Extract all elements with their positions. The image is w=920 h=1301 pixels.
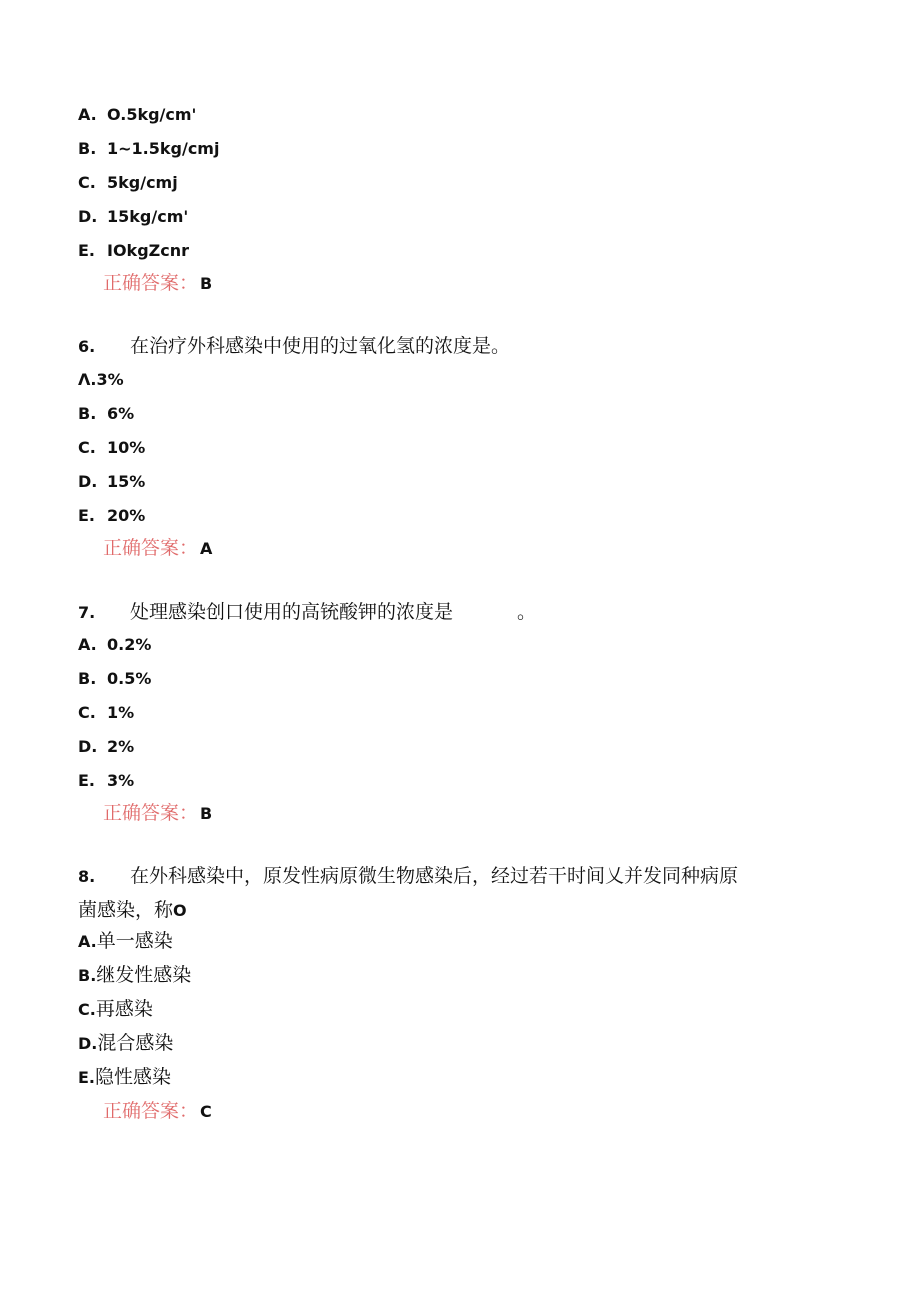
option-text: 继发性感染: [96, 964, 192, 986]
option-letter: D.: [78, 1034, 98, 1053]
q5-option-c: [78, 173, 178, 193]
question-text: 处理感染创口使用的高铳酸钾的浓度是: [130, 601, 454, 623]
q6-option-c: [78, 438, 145, 458]
option-text: 0.5%: [107, 669, 152, 688]
question-number: 6.: [78, 337, 96, 356]
q7-option-b: [78, 669, 151, 689]
answer-label: 正确答案：: [103, 537, 199, 559]
q8-answer: [103, 1099, 212, 1124]
option-text: 再感染: [95, 998, 153, 1020]
answer-label: 正确答案：: [103, 1100, 199, 1122]
option-letter: B.: [78, 966, 97, 985]
option-text: 0.2%: [107, 635, 152, 654]
q7-option-d: [78, 737, 134, 757]
option-letter: A.: [78, 635, 97, 654]
option-letter: E.: [78, 771, 96, 790]
answer-value: B: [200, 274, 213, 293]
option-text: 2%: [107, 737, 135, 756]
question-end: 。: [517, 601, 537, 623]
option-letter: B.: [78, 669, 97, 688]
q5-answer: [103, 271, 212, 296]
question-number: 7.: [78, 603, 96, 622]
q8-option-a: [78, 931, 173, 952]
answer-value: B: [200, 804, 213, 823]
option-letter: D.: [78, 472, 98, 491]
q6-option-d: [78, 472, 145, 492]
option-letter: E.: [78, 506, 96, 525]
option-letter: E.: [78, 1068, 96, 1087]
answer-label: 正确答案：: [103, 272, 199, 294]
option-letter: A.: [78, 932, 97, 951]
option-text: 3%: [107, 771, 135, 790]
option-text: O.5kg/cm': [107, 105, 197, 124]
option-letter: B.: [78, 404, 97, 423]
question-text-continued: 菌感染，称: [78, 899, 174, 921]
option-text: 隐性感染: [95, 1066, 172, 1088]
q8-option-c: [78, 999, 153, 1020]
option-letter: D.: [78, 737, 98, 756]
q7-option-a: [78, 635, 151, 655]
answer-value: C: [200, 1102, 212, 1121]
question-text: 在治疗外科感染中使用的过氧化氢的浓度是。: [130, 335, 511, 357]
option-text: 5kg/cmj: [107, 173, 178, 192]
option-text: 混合感染: [97, 1032, 174, 1054]
question-number: 8.: [78, 867, 96, 886]
question-text: 在外科感染中，原发性病原微生物感染后，经过若干时间乂并发同种病原: [130, 865, 739, 887]
option-text: 15%: [107, 472, 146, 491]
q8-stem-line2: [78, 898, 187, 923]
q7-answer: [103, 801, 212, 826]
q5-option-d: [78, 207, 188, 227]
answer-value: A: [200, 539, 213, 558]
q8-option-e: [78, 1067, 171, 1088]
option-letter: B.: [78, 139, 97, 158]
q6-answer: [103, 536, 212, 561]
option-letter: C.: [78, 438, 96, 457]
option-text: 6%: [107, 404, 135, 423]
q5-option-b: [78, 139, 219, 159]
option-text: IOkgZcnr: [107, 241, 190, 260]
option-letter: D.: [78, 207, 98, 226]
option-text: Λ.3%: [78, 370, 124, 389]
option-letter: A.: [78, 105, 97, 124]
q5-option-a: [78, 105, 196, 125]
option-text: 20%: [107, 506, 146, 525]
q6-stem: [78, 334, 510, 359]
option-letter: C.: [78, 1000, 96, 1019]
q7-stem: [78, 600, 536, 625]
option-text: 单一感染: [96, 930, 173, 952]
answer-label: 正确答案：: [103, 802, 199, 824]
option-text: 10%: [107, 438, 146, 457]
q8-stem-line1: [78, 864, 738, 889]
q6-option-a: [78, 370, 124, 390]
q8-option-b: [78, 965, 191, 986]
option-text: 15kg/cm': [107, 207, 189, 226]
q8-option-d: [78, 1033, 173, 1054]
q5-option-e: [78, 241, 189, 261]
option-text: 1~1.5kg/cmj: [107, 139, 220, 158]
q6-option-e: [78, 506, 145, 526]
option-letter: E.: [78, 241, 96, 260]
option-letter: C.: [78, 173, 96, 192]
q7-option-e: [78, 771, 134, 791]
question-tail: O: [173, 901, 187, 920]
q7-option-c: [78, 703, 134, 723]
option-text: 1%: [107, 703, 135, 722]
q6-option-b: [78, 404, 134, 424]
option-letter: C.: [78, 703, 96, 722]
